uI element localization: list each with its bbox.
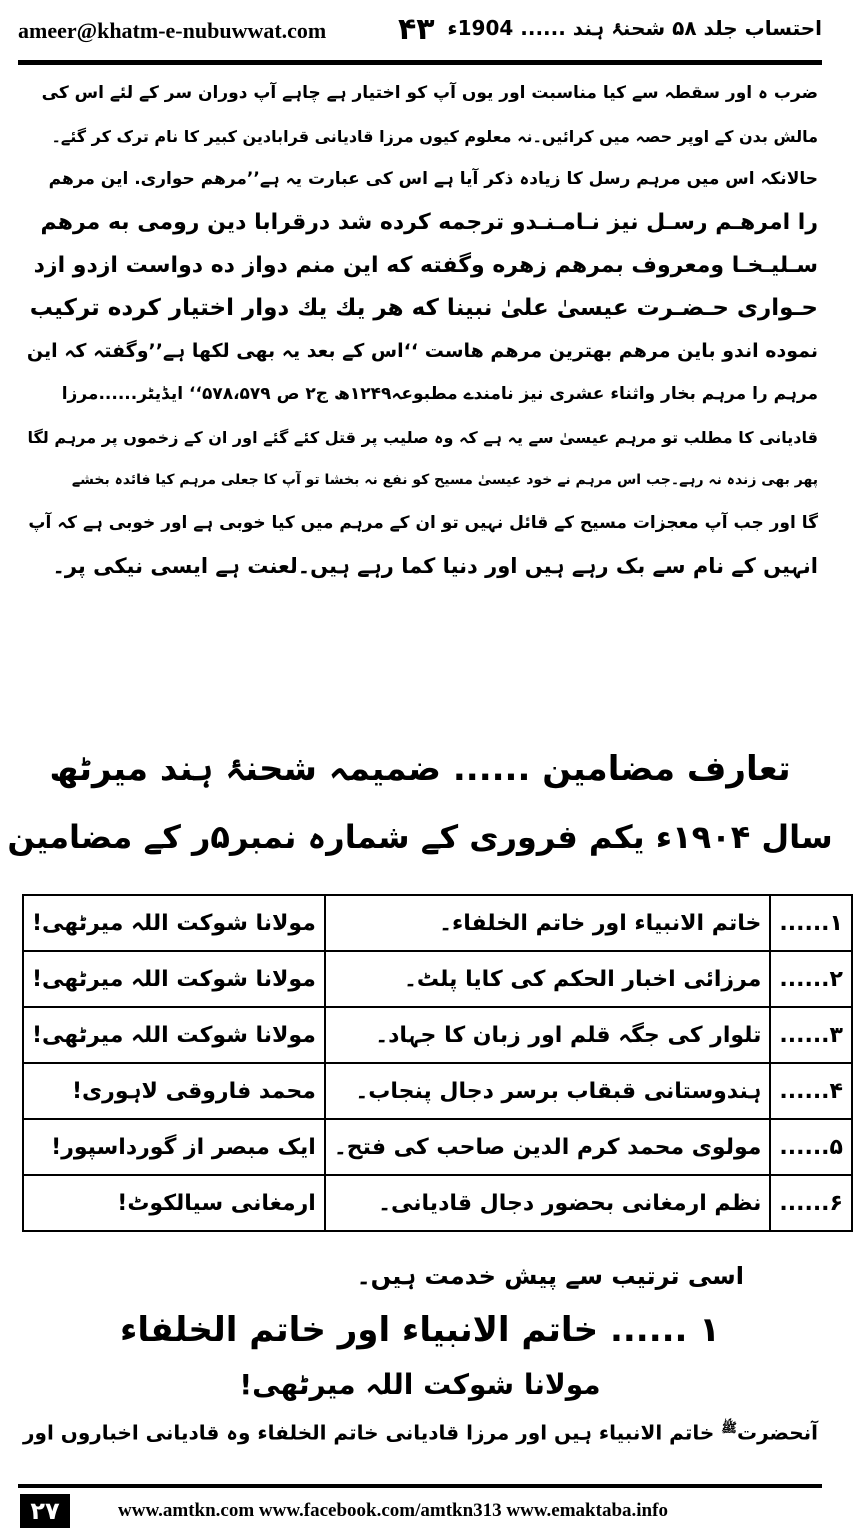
table-row	[23, 1175, 852, 1231]
contents-table	[22, 894, 853, 1232]
article-text: آنحضرت	[736, 1420, 818, 1445]
salawat-glyph: ﷺ	[721, 1421, 737, 1436]
row-title: تلوار کی جگہ قلم اور زبان کا جہاد۔	[325, 1007, 771, 1063]
row-number: ۵......	[770, 1119, 852, 1175]
header-page-number: ۴۳	[398, 12, 435, 47]
footer-page-number: ۲۷	[20, 1494, 70, 1528]
body-line: حالانکہ اس میں مرہم رسل کا زیادہ ذکر آیا ہے اس کی عبارت یہ ہے’’مرهم حواری. این مرهم	[48, 169, 818, 189]
table-row	[23, 1063, 852, 1119]
section-subheading: سال ۱۹۰۴ء یکم فروری کے شمارہ نمبر۵ر کے مضامین	[7, 818, 833, 856]
article-first-line	[22, 1420, 818, 1445]
row-title: ہندوستانی قبقاب برسر دجال پنجاب۔	[325, 1063, 771, 1119]
row-number: ۱......	[770, 895, 852, 951]
row-author: محمد فاروقی لاہوری!	[23, 1063, 325, 1119]
table-row	[23, 895, 852, 951]
body-paragraph	[22, 72, 818, 588]
section-heading: تعارف مضامین ...... ضمیمہ شحنۂ ہند میرٹھ	[49, 749, 791, 789]
table-row	[23, 1007, 852, 1063]
row-number: ۳......	[770, 1007, 852, 1063]
body-line: ضرب ہ اور سقطہ سے کیا مناسبت اور یوں آپ کو اختیار ہے چاہے آپ دوران سر کے لئے اس کی	[41, 83, 818, 103]
article-title: ۱ ...... خاتم الانبیاء اور خاتم الخلفاء	[119, 1310, 721, 1350]
row-title: مولوی محمد کرم الدین صاحب کی فتح۔	[325, 1119, 771, 1175]
body-line: قادیانی کا مطلب تو مرہم عیسیٰ سے یہ ہے کہ وہ صلیب پر قتل کئے گئے اور ان کے زخموں پر مرہم لگا	[27, 428, 818, 447]
row-number: ۶......	[770, 1175, 852, 1231]
table-row	[23, 1119, 852, 1175]
body-line: را امرهـم رسـل نیز نـامـنـدو ترجمه کرده شد درقرابا دین رومی به مرهم	[40, 210, 818, 235]
footer-urls[interactable]: www.amtkn.com www.facebook.com/amtkn313 www.emaktaba.info	[118, 1500, 668, 1521]
row-author: ایک مبصر از گورداسپور!	[23, 1119, 325, 1175]
row-title: مرزائی اخبار الحکم کی کایا پلٹ۔	[325, 951, 771, 1007]
row-number: ۴......	[770, 1063, 852, 1119]
row-author: ارمغانی سیالکوٹ!	[23, 1175, 325, 1231]
body-line: پھر بھی زندہ نہ رہے۔جب اس مرہم نے خود عیسیٰ مسیح کو نفع نہ بخشا تو آپ کا جعلی مرہم کیا فائدہ بخشے	[71, 472, 818, 488]
after-table-note: اسی ترتیب سے پیش خدمت ہیں۔	[356, 1262, 744, 1290]
article-author: مولانا شوکت اللہ میرٹھی!	[239, 1368, 601, 1401]
body-line: حـواری حـضـرت عیسیٰ علیٰ نبینا که هر یك یك دوار اختیار کرده ترکیب	[29, 295, 818, 321]
row-author: مولانا شوکت اللہ میرٹھی!	[23, 1007, 325, 1063]
body-line: نموده اندو باین مرهم بهترین مرهم هاست ‘‘اس کے بعد یہ بھی لکھا ہے’’وگفتہ کہ این	[26, 340, 818, 362]
body-line: گا اور جب آپ معجزات مسیح کے قائل نہیں تو ان کے مرہم میں کیا خوبی ہے اور خوبی ہے کہ آپ	[28, 513, 818, 533]
row-author: مولانا شوکت اللہ میرٹھی!	[23, 895, 325, 951]
table-row	[23, 951, 852, 1007]
footer-rule	[18, 1484, 822, 1488]
body-line: مالش بدن کے اوپر حصہ میں کرائیں۔نہ معلوم کیوں مرزا قادیانی قرابادین کبیر کا نام ترک کر گئے۔	[51, 127, 818, 146]
body-line: سـلیـخـا ومعروف بمرهم زهره وگفته که این منم دواز ده دواست ازدو ازد	[33, 253, 818, 278]
body-line: انہیں کے نام سے بک رہے ہیں اور دنیا کما رہے ہیں۔لعنت ہے ایسی نیکی پر۔	[52, 554, 818, 578]
page-header	[18, 14, 822, 50]
row-title: نظم ارمغانی بحضور دجال قادیانی۔	[325, 1175, 771, 1231]
body-line: مرہم را مرہم بخار واثناء عشری نیز نامندے مطبوعہ۱۲۴۹ھ ج۲ ص ۵۷۸،۵۷۹‘‘ ایڈیٹر......مرزا	[61, 384, 818, 404]
row-author: مولانا شوکت اللہ میرٹھی!	[23, 951, 325, 1007]
row-title: خاتم الانبیاء اور خاتم الخلفاء۔	[325, 895, 771, 951]
article-text: خاتم الانبیاء ہیں اور مرزا قادیانی خاتم الخلفاء وہ قادیانی اخباروں اور	[23, 1420, 715, 1445]
header-title: احتساب جلد ۵۸ شحنۂ ہند ...... 1904ء	[447, 16, 822, 40]
row-number: ۲......	[770, 951, 852, 1007]
header-rule	[18, 60, 822, 65]
header-email[interactable]: ameer@khatm-e-nubuwwat.com	[18, 18, 327, 43]
